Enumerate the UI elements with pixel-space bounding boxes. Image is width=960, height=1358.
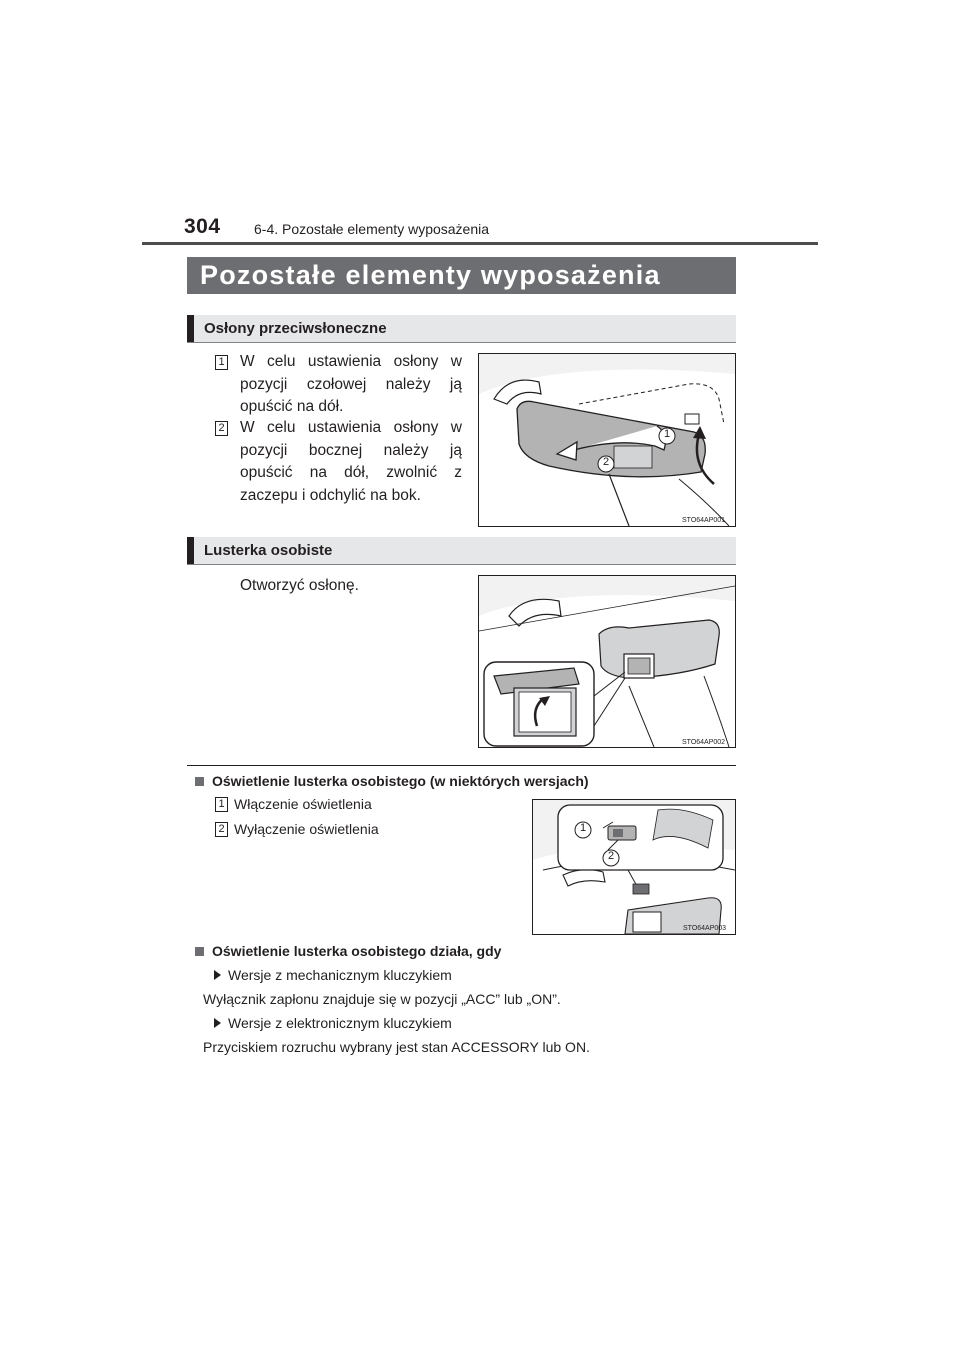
sun-visor-step-2-text: W celu ustawienia osłony w pozycji bocznej należy ją opuścić na dół, zwolnić z zaczepu i odchylić na bok. [240, 419, 462, 504]
mirror-lights-operate-heading: Oświetlenie lusterka osobistego działa, gdy [195, 943, 501, 959]
sun-visor-step-1-text: W celu ustawienia osłony w pozycji czołowej należy ją opuścić na dół. [240, 353, 462, 415]
arrow-bullet-icon [214, 1018, 221, 1028]
vanity-mirrors-heading: Lusterka osobiste [204, 542, 333, 559]
section-reference: 6-4. Pozostałe elementy wyposażenia [254, 221, 490, 237]
vanity-mirror-illustration [479, 576, 735, 747]
vanity-mirror-figure [478, 575, 736, 748]
figure-code: STO64AP002 [682, 739, 726, 746]
square-bullet-icon [195, 947, 204, 956]
arrow-bullet-icon [214, 970, 221, 980]
variant-mechanical-key: Wersje z mechanicznym kluczykiem [214, 965, 452, 985]
callout-1: 1 [663, 428, 671, 440]
callout-2: 2 [602, 456, 610, 468]
sun-visors-heading-banner [187, 315, 736, 343]
variant-electronic-key-text: Przyciskiem rozruchu wybrany jest stan ACCESSORY lub ON. [203, 1039, 590, 1055]
page-title: Pozostałe elementy wyposażenia [200, 260, 661, 290]
sun-visor-figure [478, 353, 736, 527]
heading-bar [187, 537, 194, 564]
vanity-mirror-instruction: Otworzyć osłonę. [240, 577, 359, 594]
step-number-2: 2 [215, 421, 228, 436]
light-number-2: 2 [215, 822, 228, 837]
sun-visor-illustration [479, 354, 735, 526]
mirror-light-figure [532, 799, 736, 935]
light-number-1: 1 [215, 797, 228, 812]
callout-2: 2 [607, 850, 615, 862]
light-on-text: Włączenie oświetlenia [234, 796, 372, 812]
figure-code: STO64AP001 [682, 517, 726, 524]
sun-visors-heading: Osłony przeciwsłoneczne [204, 320, 387, 337]
heading-bar [187, 315, 194, 342]
page-number: 304 [184, 215, 221, 238]
section-divider [187, 765, 736, 766]
light-off-text: Wyłączenie oświetlenia [234, 821, 379, 837]
figure-code: STO64AP003 [683, 925, 727, 932]
vanity-mirrors-heading-banner [187, 537, 736, 565]
mirror-lights-heading: Oświetlenie lusterka osobistego (w niektórych wersjach) [195, 773, 589, 789]
mirror-light-illustration [533, 800, 735, 934]
variant-mechanical-key-text: Wyłącznik zapłonu znajduje się w pozycji „ACC” lub „ON”. [203, 991, 561, 1007]
step-number-1: 1 [215, 355, 228, 370]
variant-electronic-key: Wersje z elektronicznym kluczykiem [214, 1013, 452, 1033]
callout-1: 1 [579, 822, 587, 834]
header-rule [142, 242, 818, 245]
square-bullet-icon [195, 777, 204, 786]
